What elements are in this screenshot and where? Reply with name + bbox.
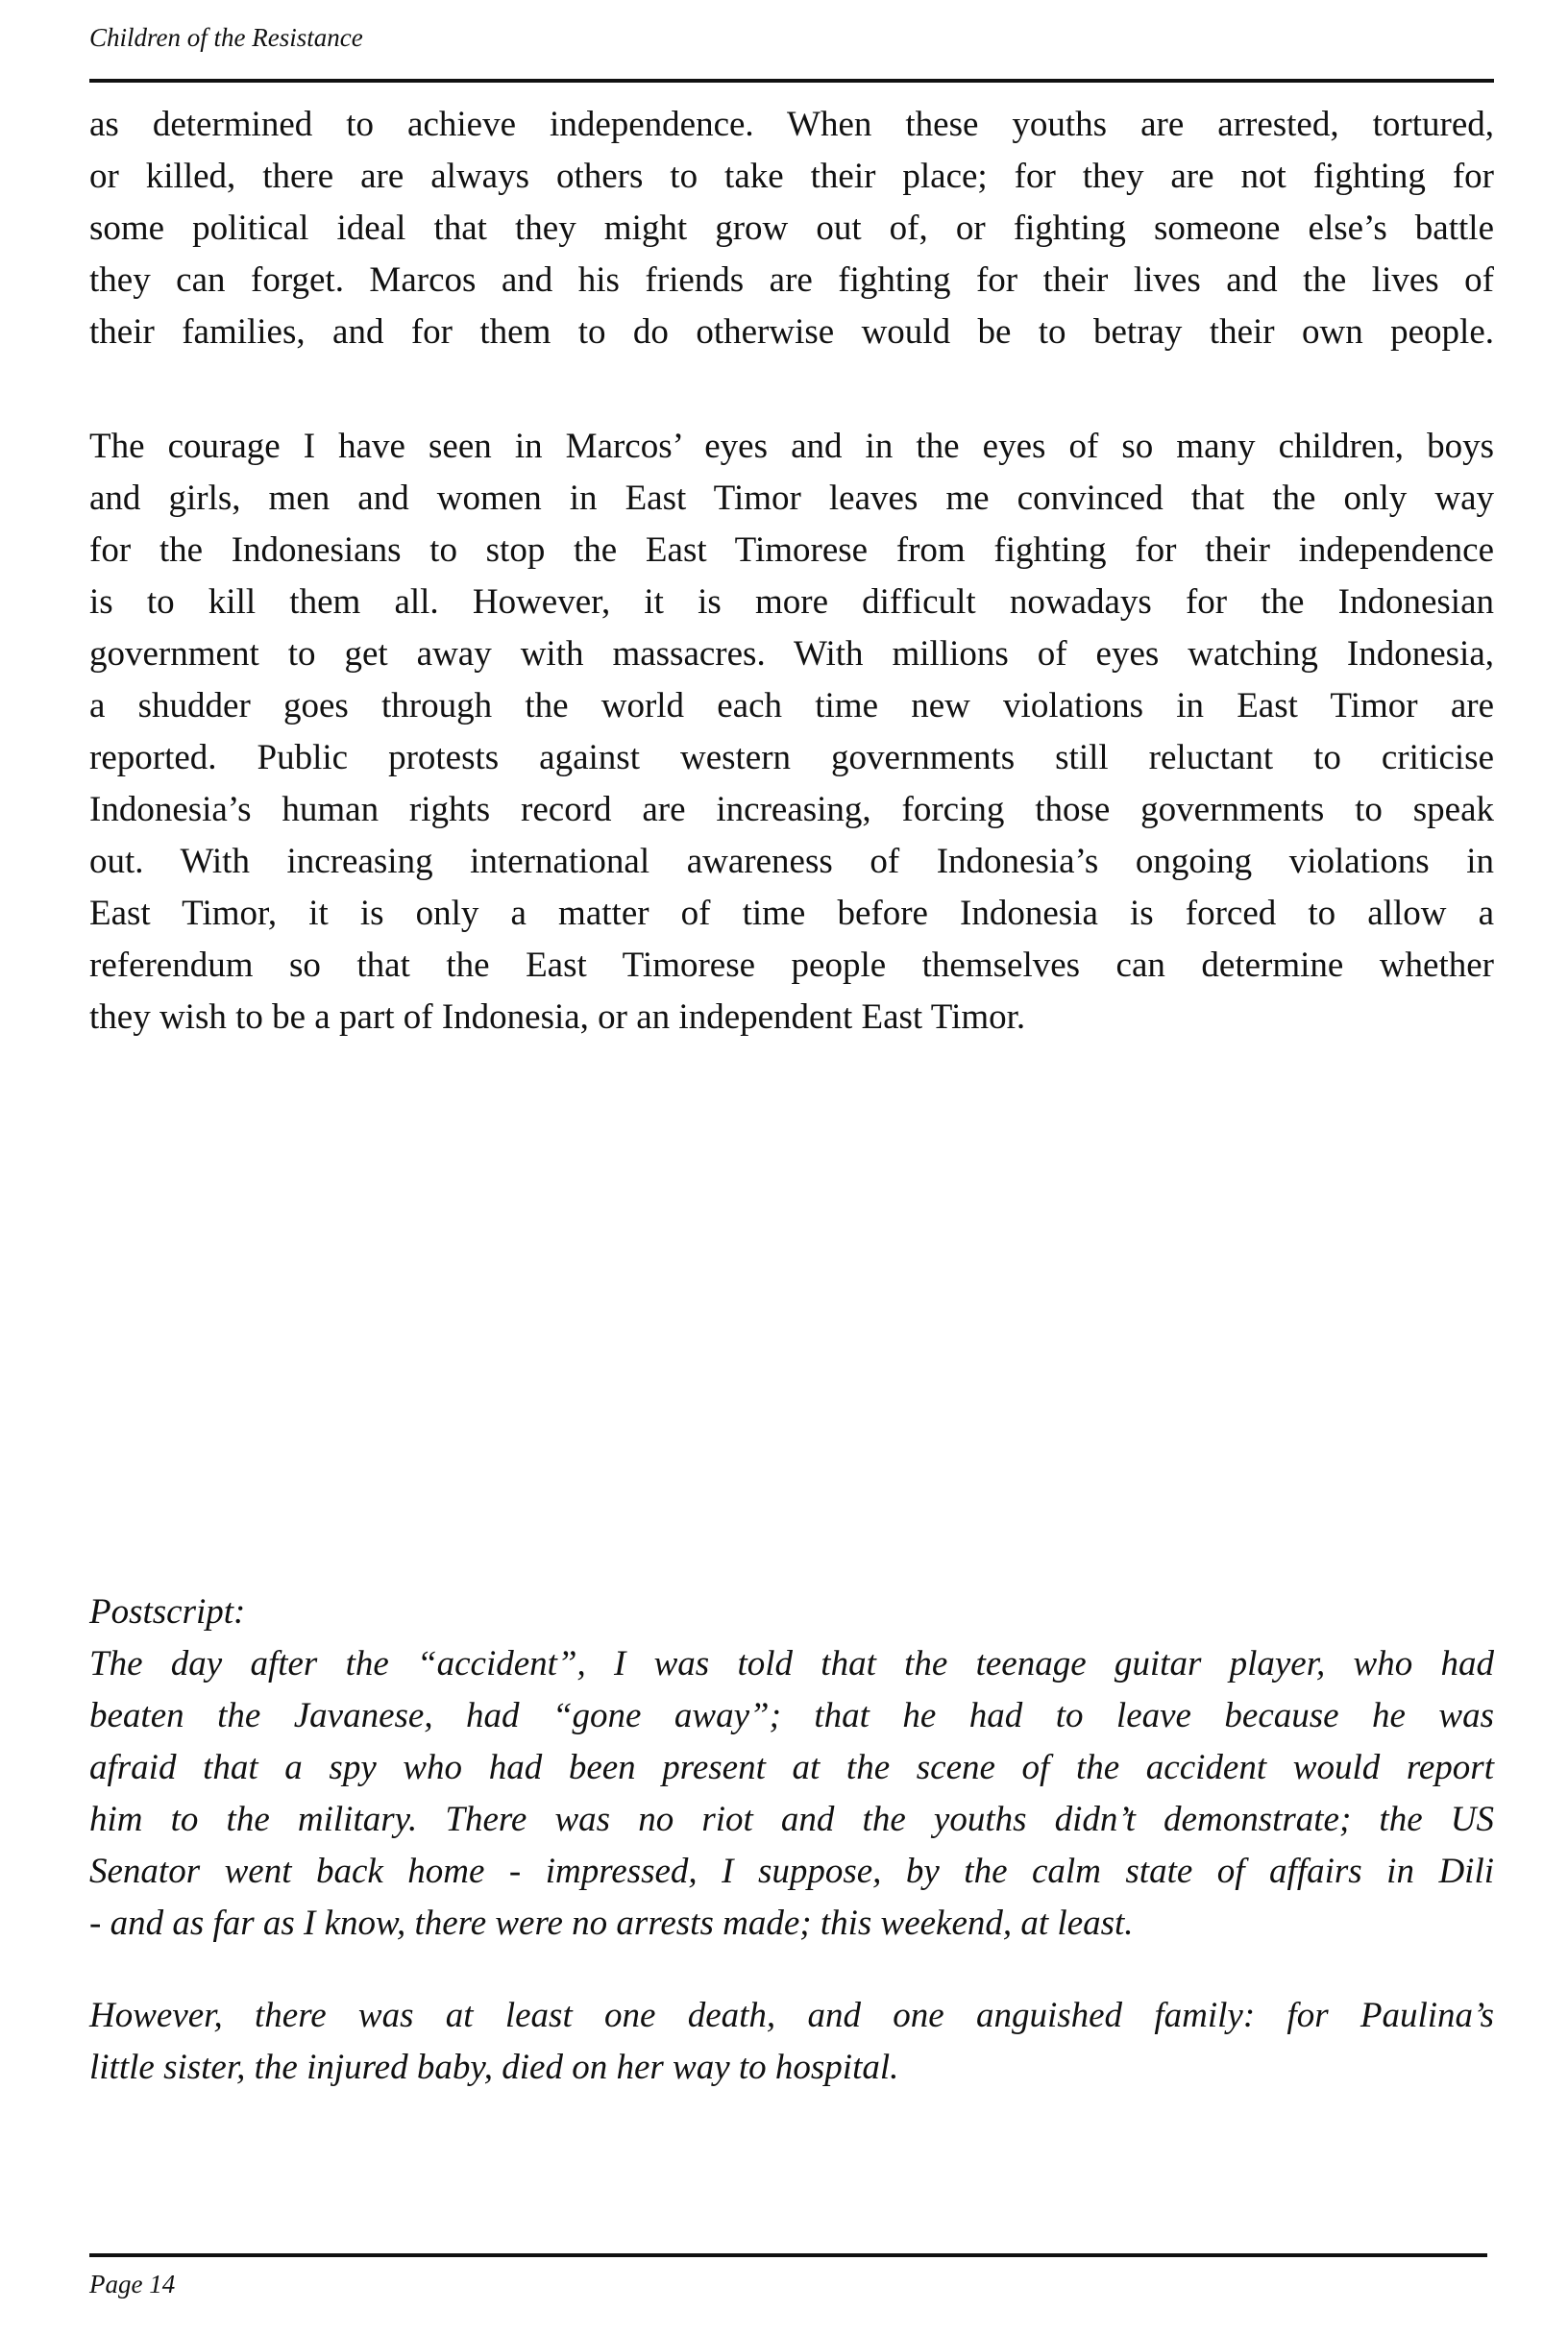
text-line: - and as far as I know, there were no arrests made; this weekend, at least. (89, 1904, 1134, 1943)
text-line: or killed, there are always others to take their place; for they are not fighting for (89, 157, 1494, 196)
text-line: afraid that a spy who had been present at the scene of the accident would report (89, 1748, 1494, 1787)
text-line: reported. Public protests against western governments still reluctant to criticise (89, 738, 1494, 777)
text-line: out. With increasing international awareness of Indonesia’s ongoing violations in (89, 842, 1494, 881)
postscript (89, 1586, 1494, 1950)
text-line: some political ideal that they might grow out of, or fighting someone else’s battle (89, 209, 1494, 248)
text-line: their families, and for them to do otherwise would be to betray their own people. (89, 312, 1494, 352)
text-line: Indonesia’s human rights record are increasing, forcing those governments to speak (89, 790, 1494, 829)
text-line: Senator went back home - impressed, I suppose, by the calm state of affairs in Dili (89, 1852, 1494, 1891)
text-line: him to the military. There was no riot and the youths didn’t demonstrate; the US (89, 1800, 1494, 1839)
text-line: The day after the “accident”, I was told that the teenage guitar player, who had (89, 1644, 1494, 1684)
body-paragraph-2 (89, 421, 1494, 1044)
text-line: and girls, men and women in East Timor leaves me convinced that the only way (89, 479, 1494, 518)
text-line: as determined to achieve independence. When these youths are arrested, tortured, (89, 105, 1494, 144)
body-paragraph-1 (89, 99, 1494, 358)
running-header: Children of the Resistance (89, 23, 363, 52)
text-line: The courage I have seen in Marcos’ eyes and in the eyes of so many children, boys (89, 427, 1494, 466)
text-line: is to kill them all. However, it is more difficult nowadays for the Indonesian (89, 582, 1494, 622)
text-line: East Timor, it is only a matter of time before Indonesia is forced to allow a (89, 894, 1494, 933)
page-number: Page 14 (89, 2270, 176, 2298)
text-line: they can forget. Marcos and his friends are fighting for their lives and the lives of (89, 260, 1494, 300)
postscript-heading: Postscript: (89, 1592, 246, 1632)
footer-rule (89, 2253, 1487, 2257)
text-line: government to get away with massacres. With millions of eyes watching Indonesia, (89, 634, 1494, 674)
text-line: for the Indonesians to stop the East Timorese from fighting for their independence (89, 530, 1494, 570)
header-rule (89, 79, 1494, 83)
text-line: little sister, the injured baby, died on her way to hospital. (89, 2048, 899, 2087)
text-line: beaten the Javanese, had “gone away”; that he had to leave because he was (89, 1696, 1494, 1735)
text-line: referendum so that the East Timorese people themselves can determine whether (89, 946, 1494, 985)
text-line: a shudder goes through the world each time new violations in East Timor are (89, 686, 1494, 725)
postscript-paragraph-2 (89, 1990, 1494, 2094)
text-line: they wish to be a part of Indonesia, or an independent East Timor. (89, 997, 1026, 1037)
text-line: However, there was at least one death, and one anguished family: for Paulina’s (89, 1996, 1494, 2035)
